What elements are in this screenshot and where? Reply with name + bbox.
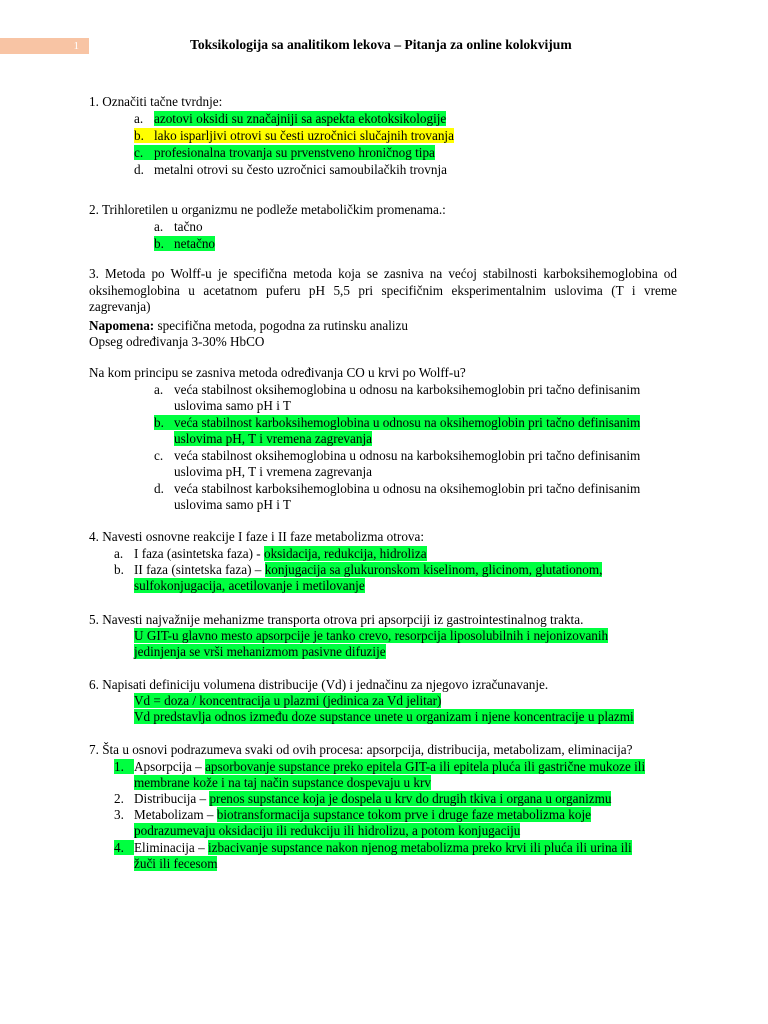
question-6: 6. Napisati definiciju volumena distribucije (Vd) i jednačinu za njegovo izračunavanje. <box>89 677 549 692</box>
q4-item-b <box>114 562 602 578</box>
question-5: 5. Navesti najvažnije mehanizme transporta otrova pri apsorpciji iz gastrointestinalnog trakta. <box>89 612 584 627</box>
q6-answer-1 <box>134 693 441 709</box>
option-marker: a. <box>154 219 164 234</box>
option-text: lako isparljivi otrovi su česti uzročnici slučajnih trovanja <box>154 128 454 143</box>
item-answer: prenos supstance koja je dospela u krv do drugih tkiva i organa u organizmu <box>209 791 612 806</box>
option-text-cont: uslovima pH, T i vremena zagrevanja <box>174 431 372 446</box>
option-text: veća stabilnost karboksihemoglobina u odnosu na oksihemoglobin pri tačno definisanim <box>174 415 641 430</box>
page-header: Toksikologija sa analitikom lekova – Pitanja za online kolokvijum <box>190 37 572 52</box>
question-4: 4. Navesti osnovne reakcije I faze i II faze metabolizma otrova: <box>89 529 425 544</box>
answer-text-cont: jedinjenja se vrši mehanizmom pasivne difuzije <box>134 644 386 659</box>
answer-text: Vd predstavlja odnos između doze supstance unete u organizam i njene koncentracije u plazmi <box>134 709 634 724</box>
option-text: profesionalna trovanja su prvenstveno hroničnog tipa <box>154 145 435 160</box>
note-label: Napomena: <box>89 318 155 333</box>
item-answer-cont: sulfokonjugacija, acetilovanje i metilovanje <box>134 578 365 593</box>
item-answer-cont: žuči ili fecesom <box>134 856 218 871</box>
q1-option-d <box>134 162 447 178</box>
q3-option-b-cont <box>174 431 372 447</box>
q7-item-3-cont <box>134 823 520 839</box>
option-text: netačno <box>174 236 216 251</box>
question-7: 7. Šta u osnovi podrazumeva svaki od ovih procesa: apsorpcija, distribucija, metabolizam, eliminacija? <box>89 742 633 757</box>
item-marker: 3. <box>114 807 124 822</box>
item-label: Apsorpcija – <box>134 759 206 774</box>
q7-item-1-cont <box>134 775 431 791</box>
option-text: metalni otrovi su često uzročnici samoubilačkih trovnja <box>154 162 447 177</box>
q2-option-a <box>154 219 203 235</box>
q3-note <box>89 318 408 334</box>
item-answer: oksidacija, redukcija, hidroliza <box>263 546 427 561</box>
q7-item-3 <box>114 807 591 823</box>
q4-item-b-cont <box>134 578 365 594</box>
answer-text: U GIT-u glavno mesto apsorpcije je tanko crevo, resorpcija liposolubilnih i nejonizovanih <box>134 628 609 643</box>
q6-answer-2 <box>134 709 634 725</box>
item-answer: biotransformacija supstance tokom prve i druge faze metabolizma koje <box>216 807 592 822</box>
item-marker: 1. <box>114 759 124 774</box>
option-text: veća stabilnost oksihemoglobina u odnosu na karboksihemoglobin pri tačno definisanim <box>174 382 641 397</box>
item-answer: apsorbovanje supstance preko epitela GIT-a ili epitela pluća ili gastrične mukoze ili <box>205 759 646 774</box>
q3-option-a-cont: uslovima samo pH i T <box>174 398 291 413</box>
question-2: 2. Trihloretilen u organizmu ne podleže metaboličkim promenama.: <box>89 202 446 217</box>
item-answer-cont: podrazumevaju oksidaciju ili redukciju ili hidrolizu, a potom konjugaciju <box>134 823 521 838</box>
option-marker: b. <box>134 128 144 143</box>
q7-item-2 <box>114 791 611 807</box>
q2-option-b <box>154 236 215 252</box>
q3-question: Na kom principu se zasniva metoda određivanja CO u krvi po Wolff-u? <box>89 365 466 380</box>
option-text: veća stabilnost karboksihemoglobina u odnosu na oksihemoglobin pri tačno definisanim <box>174 481 641 496</box>
item-marker: a. <box>114 546 124 561</box>
item-label: I faza (asintetska faza) - <box>134 546 264 561</box>
item-label: Eliminacija – <box>134 840 208 855</box>
item-answer-cont: membrane kože i na taj način supstance dospevaju u krv <box>134 775 431 790</box>
option-marker: d. <box>134 162 144 177</box>
item-marker: 4. <box>114 840 124 855</box>
item-label: II faza (sintetska faza) – <box>134 562 265 577</box>
option-marker: b. <box>154 236 164 251</box>
option-text: veća stabilnost oksihemoglobina u odnosu na karboksihemoglobin pri tačno definisanim <box>174 448 641 463</box>
option-text: tačno <box>174 219 203 234</box>
answer-text: Vd = doza / koncentracija u plazmi (jedinica za Vd jelitar) <box>134 693 442 708</box>
q7-item-4-cont <box>134 856 217 872</box>
option-text: azotovi oksidi su značajniji sa aspekta ekotoksikologije <box>154 111 447 126</box>
item-label: Metabolizam – <box>134 807 217 822</box>
option-marker: b. <box>154 415 164 430</box>
q3-option-c <box>154 448 640 464</box>
option-marker: d. <box>154 481 164 496</box>
q3-option-d <box>154 481 640 497</box>
option-marker: a. <box>154 382 164 397</box>
item-answer: konjugacija sa glukuronskom kiselinom, glicinom, glutationom, <box>264 562 603 577</box>
q3-range: Opseg određivanja 3-30% HbCO <box>89 334 265 349</box>
q5-answer <box>134 628 608 644</box>
q5-answer-cont <box>134 644 386 660</box>
question-3-text: 3. Metoda po Wolff-u je specifična metoda koja se zasniva na većoj stabilnosti karboksihemoglobina od oksihemoglobina u acetatnom puferu pH 5,5 pri specifičnim eksperimentalnim uslovima (T i vreme zagrevanja) <box>89 266 677 314</box>
question-1: 1. Označiti tačne tvrdnje: <box>89 94 223 109</box>
option-marker: a. <box>134 111 144 126</box>
item-label: Distribucija – <box>134 791 210 806</box>
item-marker: b. <box>114 562 124 577</box>
item-answer: izbacivanje supstance nakon njenog metabolizma preko krvi ili pluća ili urina ili <box>207 840 632 855</box>
q1-option-c <box>134 145 435 161</box>
q3-option-b <box>154 415 640 431</box>
q3-option-a <box>154 382 640 398</box>
option-marker: c. <box>134 145 144 160</box>
q7-item-4 <box>114 840 632 856</box>
item-marker: 2. <box>114 791 124 806</box>
q3-option-d-cont: uslovima samo pH i T <box>174 497 291 512</box>
page-number: 1 <box>0 38 89 54</box>
q3-option-c-cont: uslovima pH, T i vremena zagrevanja <box>174 464 372 479</box>
option-marker: c. <box>154 448 164 463</box>
note-text: specifična metoda, pogodna za rutinsku analizu <box>154 318 408 333</box>
q1-option-a <box>134 111 446 127</box>
q4-item-a <box>114 546 427 562</box>
q1-option-b <box>134 128 454 144</box>
q7-item-1 <box>114 759 645 775</box>
